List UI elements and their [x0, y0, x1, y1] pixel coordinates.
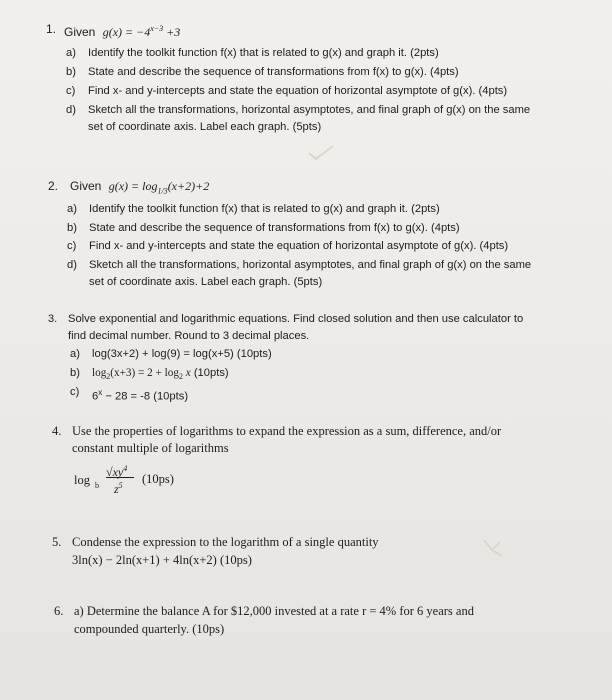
q1-item-text: Sketch all the transformations, horizontal asymptotes, and final graph of g(x) on the same [88, 104, 531, 116]
q1-item-text: set of coordinate axis. Label each graph. (5pts) [88, 121, 322, 133]
question-2-stem [70, 178, 209, 199]
q3-item-b-equation [92, 366, 229, 384]
q3-item-letter: a) [70, 348, 80, 360]
q1-func-lhs: g(x) = −4 [102, 25, 151, 39]
q3-stem-line-2: find decimal number. Round to 3 decimal places. [68, 330, 310, 342]
q2-item-letter: b) [67, 222, 77, 234]
q2-item-letter: a) [67, 203, 77, 215]
q3b-mid: (x+3) = 2 + log [110, 367, 179, 379]
q3b-base: 2 [106, 372, 111, 382]
q2-item-text: State and describe the sequence of transformations from f(x) to g(x). (4pts) [89, 222, 460, 234]
q2-func-rhs: (x+2)+2 [167, 179, 210, 193]
question-5 [52, 534, 592, 574]
q2-item-letter: c) [67, 240, 77, 252]
q3c-base: 6 [92, 390, 99, 403]
q4-log-base: b [95, 481, 99, 490]
question-2-given: Given [70, 179, 102, 193]
question-3-number: 3. [48, 313, 58, 325]
q4-points: (10ps) [142, 472, 174, 486]
q2-item-text: Find x- and y-intercepts and state the equation of horizontal asymptote of g(x). (4pts) [89, 240, 509, 252]
question-1-number: 1. [46, 22, 57, 36]
q1-item-text: Find x- and y-intercepts and state the equation of horizontal asymptote of g(x). (4pts) [88, 85, 508, 97]
q6-line-2: compounded quarterly. (10ps) [74, 622, 225, 636]
q4-denominator-exponent: 5 [118, 481, 123, 490]
question-1 [46, 21, 586, 141]
question-4-number: 4. [52, 424, 62, 438]
q3-item-letter: c) [70, 386, 80, 398]
q4-numerator-text: √xy [106, 465, 124, 479]
q4-log: log [74, 473, 90, 487]
q2-item-letter: d) [67, 259, 77, 271]
question-2-number: 2. [48, 179, 59, 193]
q2-func-base: 1/3 [157, 186, 168, 196]
q2-func-lhs: g(x) = log [108, 179, 158, 193]
question-1-stem [64, 21, 180, 40]
question-2-function [108, 179, 210, 196]
q1-item-letter: b) [66, 66, 76, 78]
question-2 [48, 178, 588, 298]
question-4 [52, 423, 592, 503]
q4-denominator-text: z [114, 482, 119, 496]
q1-func-exponent: x−3 [150, 24, 164, 33]
q2-item-text: Sketch all the transformations, horizontal asymptotes, and final graph of g(x) on the same [89, 259, 532, 271]
q5-stem: Condense the expression to the logarithm of a single quantity [72, 535, 379, 549]
q1-item-text: Identify the toolkit function f(x) that is related to g(x) and graph it. (2pts) [88, 47, 439, 59]
q1-item-letter: a) [66, 47, 76, 59]
q1-item-letter: c) [66, 85, 76, 97]
q3b-x: x [182, 367, 191, 379]
question-1-function [103, 25, 181, 39]
question-6 [54, 603, 594, 643]
check-mark-icon [306, 143, 336, 163]
q3-stem-line-1: Solve exponential and logarithmic equations. Find closed solution and then use calculator to [68, 313, 524, 325]
q3-item-text: log(3x+2) + log(9) = log(x+5) (10pts) [92, 348, 272, 360]
q6-line-1: a) Determine the balance A for $12,000 invested at a rate r = 4% for 6 years and [74, 604, 474, 618]
question-3 [48, 311, 588, 406]
q4-expression [74, 461, 274, 497]
pencil-mark-icon [478, 536, 508, 562]
q1-item-letter: d) [66, 104, 76, 116]
q3b-log: log [92, 367, 107, 379]
q4-stem-line-2: constant multiple of logarithms [72, 441, 229, 455]
question-6-number: 6. [54, 604, 64, 618]
q4-numerator-exponent: 4 [123, 464, 128, 473]
q3-item-letter: b) [70, 367, 80, 379]
q3-item-c-equation [92, 385, 188, 405]
q3b-base: 2 [178, 372, 183, 382]
q3c-exponent: x [98, 388, 103, 397]
q1-func-rhs: +3 [163, 25, 181, 39]
q2-item-text: set of coordinate axis. Label each graph. (5pts) [89, 276, 323, 288]
question-5-number: 5. [52, 535, 62, 549]
q2-item-text: Identify the toolkit function f(x) that is related to g(x) and graph it. (2pts) [89, 203, 440, 215]
q3c-rest: − 28 = -8 (10pts) [102, 390, 189, 403]
q5-expression: 3ln(x) − 2ln(x+1) + 4ln(x+2) (10ps) [72, 553, 252, 567]
q3b-points: (10pts) [190, 367, 229, 379]
q4-denominator [114, 478, 123, 497]
q4-stem-line-1: Use the properties of logarithms to expand the expression as a sum, difference, and/or [72, 424, 502, 438]
question-1-given: Given [64, 25, 96, 39]
q1-item-text: State and describe the sequence of transformations from f(x) to g(x). (4pts) [88, 66, 459, 78]
